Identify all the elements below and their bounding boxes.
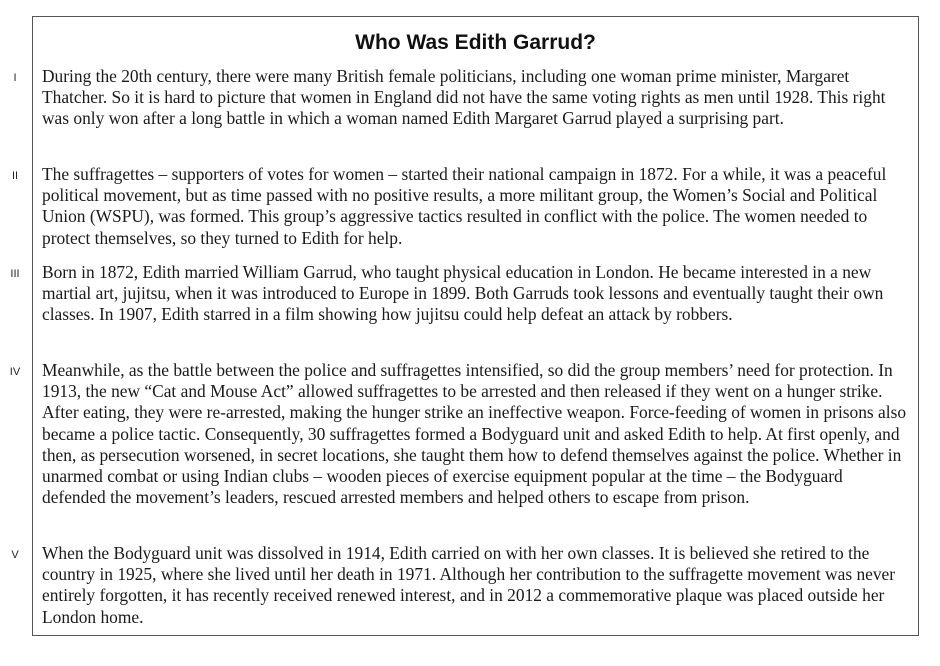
article-title: Who Was Edith Garrud? — [355, 31, 596, 54]
paragraph-number: II — [11, 170, 19, 182]
paragraph-2: The suffragettes – supporters of votes for women – started their national campaign in 1872. For a while, it was a peaceful political movement, but as time passed with no positive results, a more militant group, the Women’s Social and Political Union (WSPU), was formed. This group’s aggressive tactics resulted in conflict with the police. The women needed to protect themselves, so they turned to Edith for help. — [42, 164, 887, 248]
paragraph-4: Meanwhile, as the battle between the police and suffragettes intensified, so did the group members’ need for protection. In 1913, the new “Cat and Mouse Act” allowed suffragettes to be arrested and then released if they went on a hunger strike. After eating, they were re-arrested, making the hunger strike an ineffective weapon. Force-feeding of women in prisons also became a police tactic. Consequently, 30 suffragettes formed a Bodyguard unit and asked Edith to help. At first openly, and then, as persecution worsened, in secret locations, she taught them how to defend themselves against the police. Whether in unarmed combat or using Indian clubs – wooden pieces of exercise equipment popular at the time – the Bodyguard defended the movement’s leaders, rescued arrested members and helped others to escape from prison. — [42, 360, 907, 508]
paragraph-number: IV — [9, 366, 21, 378]
paragraph-number: I — [13, 72, 17, 84]
paragraph-3: Born in 1872, Edith married William Garrud, who taught physical education in London. He became interested in a new martial art, jujitsu, when it was introduced to Europe in 1899. Both Garruds took lessons and eventually taught their own classes. In 1907, Edith starred in a film showing how jujitsu could help defeat an attack by robbers. — [42, 262, 884, 325]
paragraph-number: V — [11, 549, 19, 561]
paragraph-number: III — [10, 268, 20, 280]
paragraph-1: During the 20th century, there were many British female politicians, including one woman prime minister, Margaret Thatcher. So it is hard to picture that women in England did not have the same voting rights as men until 1928. This right was only won after a long battle in which a woman named Edith Margaret Garrud played a surprising part. — [42, 66, 886, 129]
paragraph-5: When the Bodyguard unit was dissolved in 1914, Edith carried on with her own classes. It is believed she retired to the country in 1925, where she lived until her death in 1971. Although her contribution to the suffragette movement was never entirely forgotten, it has recently received renewed interest, and in 2012 a commemorative plaque was placed outside her London home. — [42, 543, 896, 627]
